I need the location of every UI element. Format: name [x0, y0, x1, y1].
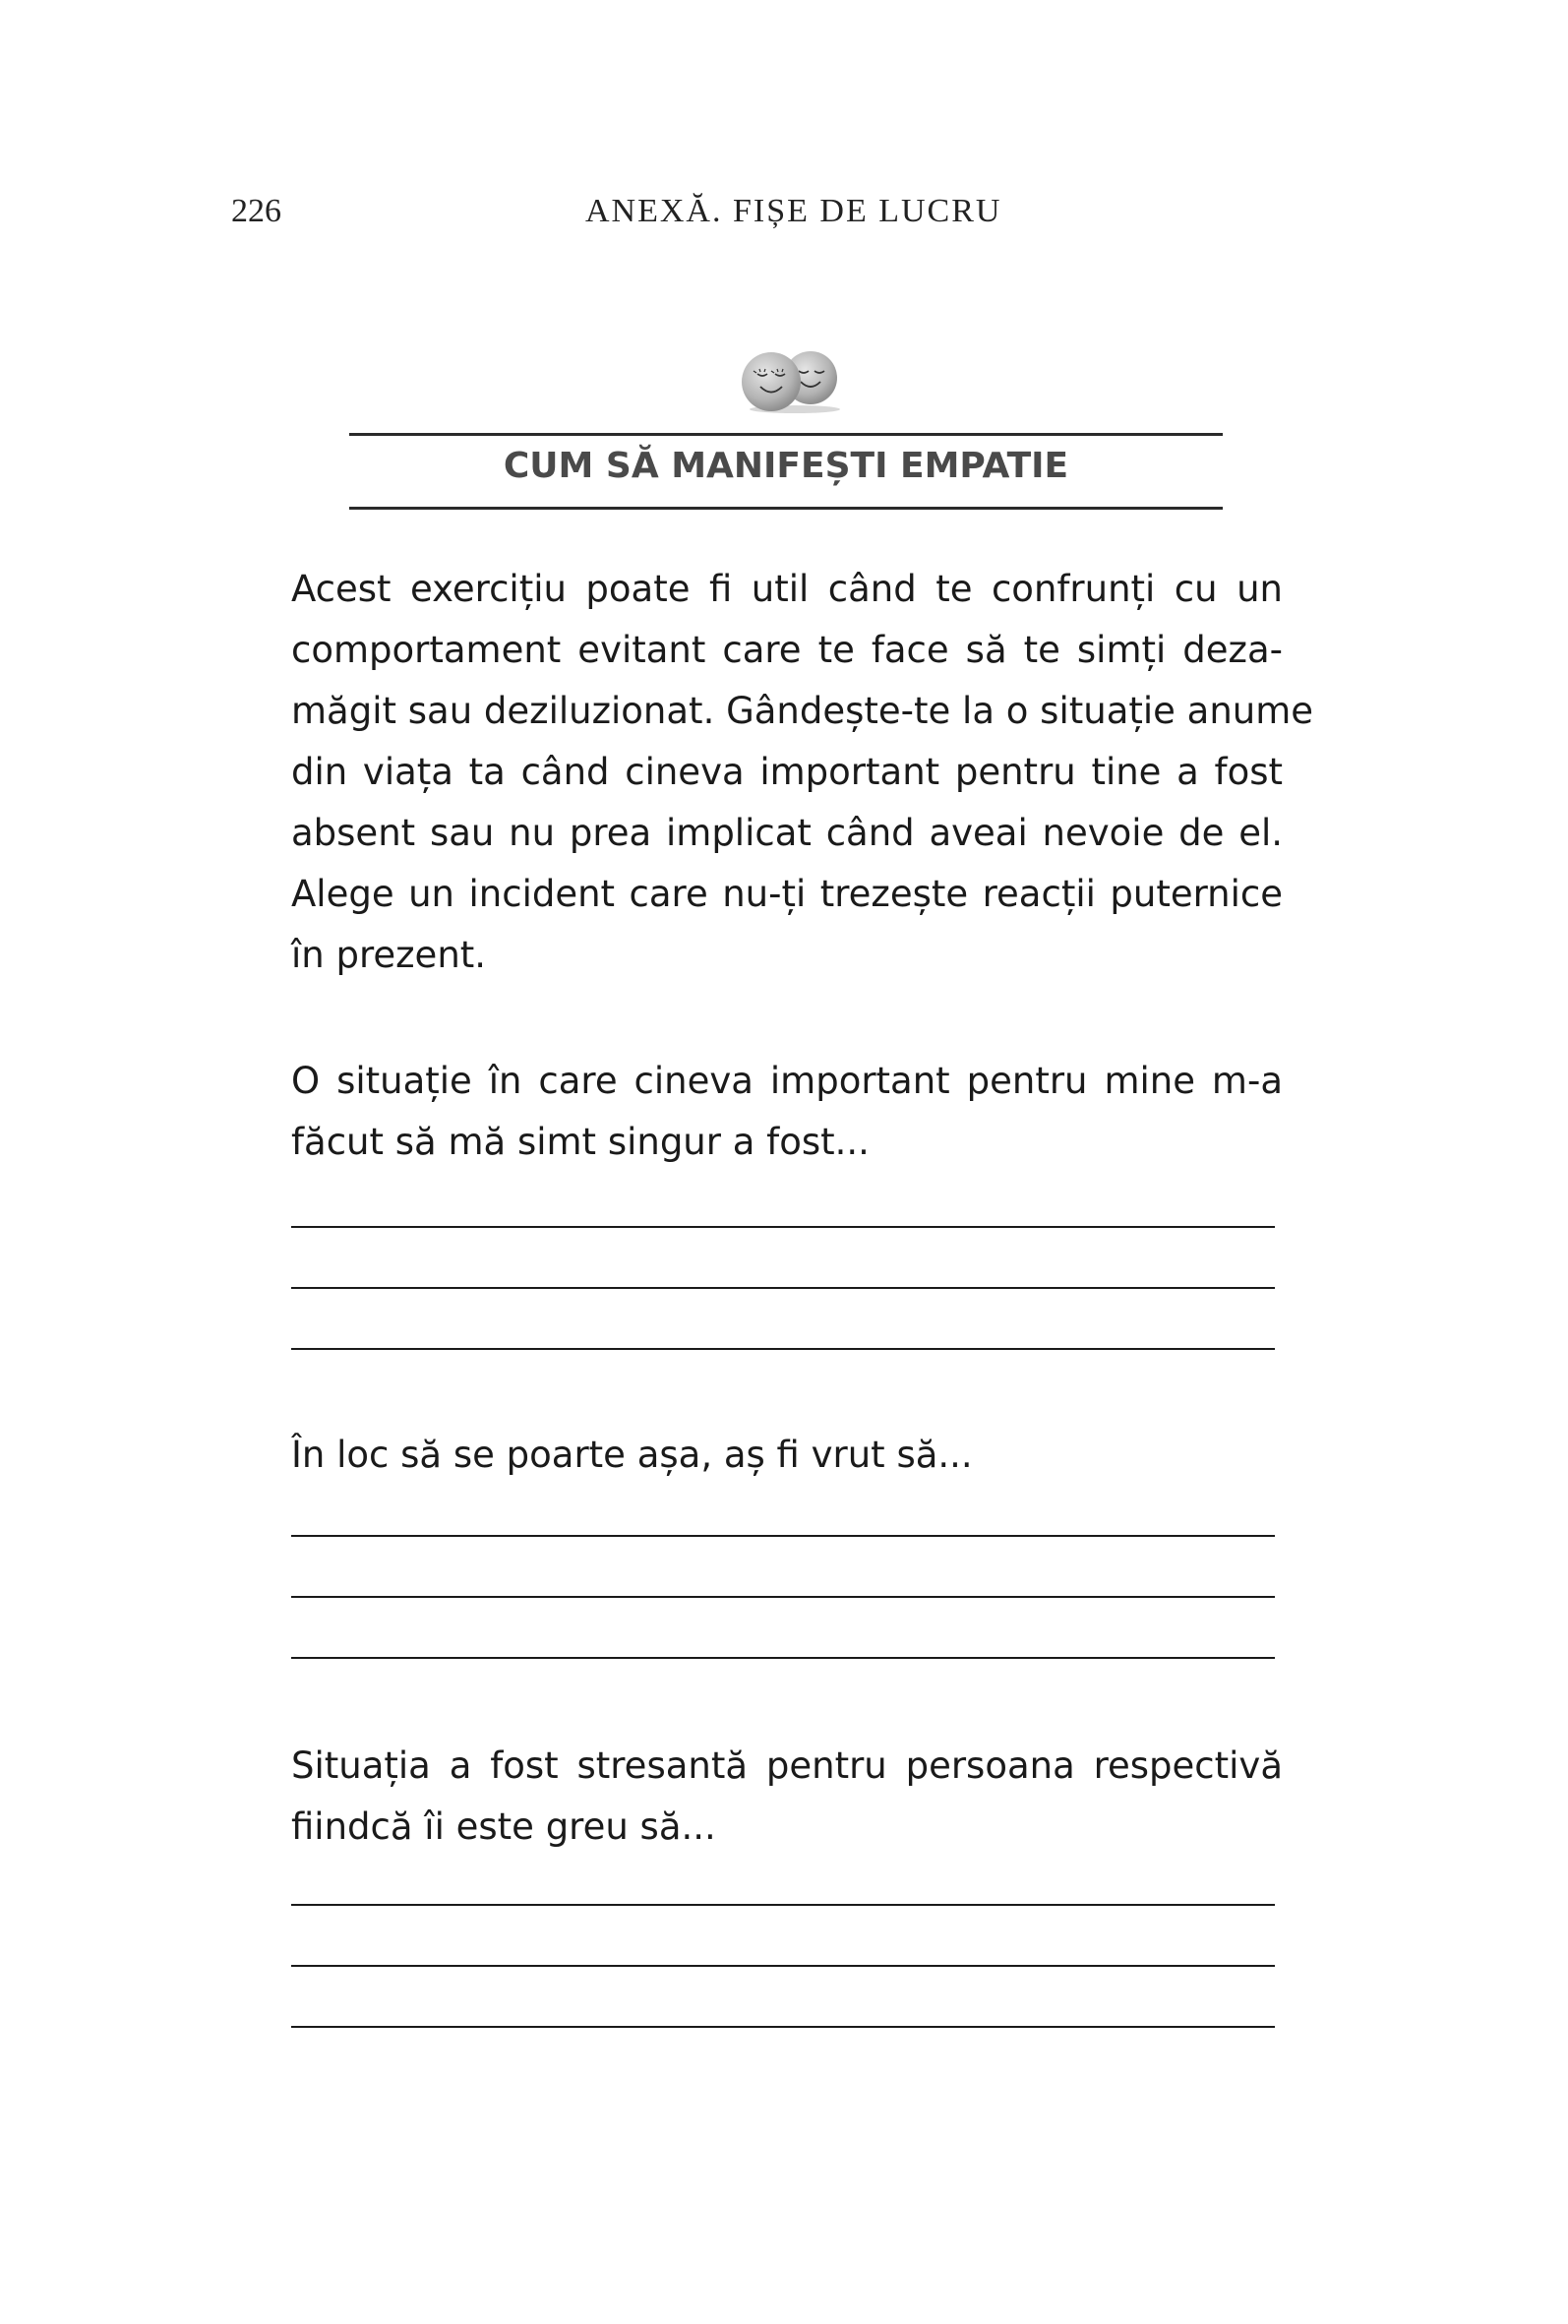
prompt-1: [291, 1051, 1283, 1173]
answer-line[interactable]: [291, 1657, 1275, 1659]
answer-line[interactable]: [291, 2026, 1275, 2028]
prompt-line: Situația a fost stresantă pentru persoana respectivă: [291, 1744, 1283, 1787]
prompt-line: făcut să mă simt singur a fost...: [291, 1121, 870, 1163]
intro-line: în prezent.: [291, 934, 487, 976]
intro-line: din viața ta când cineva important pentru tine a fost: [291, 751, 1283, 793]
page-title: CUM SĂ MANIFEȘTI EMPATIE: [503, 446, 1069, 486]
answer-line[interactable]: [291, 1965, 1275, 1967]
prompt-3: [291, 1736, 1283, 1858]
two-smiling-faces-icon: [730, 346, 848, 415]
intro-line: comportament evitant care te face să te simți deza-: [291, 629, 1283, 671]
intro-line: măgit sau deziluzionat. Gândește-te la o situație anume: [291, 690, 1314, 732]
prompt-line: În loc să se poarte așa, aș fi vrut să...: [291, 1434, 973, 1476]
answer-line[interactable]: [291, 1904, 1275, 1906]
answer-line[interactable]: [291, 1535, 1275, 1537]
running-title: ANEXĂ. FIȘE DE LUCRU: [585, 193, 1002, 229]
answer-line[interactable]: [291, 1348, 1275, 1350]
title-box: [349, 433, 1223, 510]
prompt-line: O situație în care cineva important pentru mine m-a: [291, 1060, 1283, 1102]
answer-line[interactable]: [291, 1226, 1275, 1228]
intro-paragraph: [291, 559, 1314, 986]
page-number: 226: [231, 193, 281, 229]
intro-line: Alege un incident care nu-ți trezește reacții puternice: [291, 873, 1283, 915]
intro-line: absent sau nu prea implicat când aveai nevoie de el.: [291, 812, 1283, 854]
intro-line: Acest exercițiu poate fi util când te confrunți cu un: [291, 568, 1283, 610]
answer-line[interactable]: [291, 1596, 1275, 1598]
answer-line[interactable]: [291, 1287, 1275, 1289]
prompt-2: [291, 1425, 1283, 1486]
prompt-line: fiindcă îi este greu să...: [291, 1805, 716, 1848]
running-head: [231, 193, 1225, 242]
